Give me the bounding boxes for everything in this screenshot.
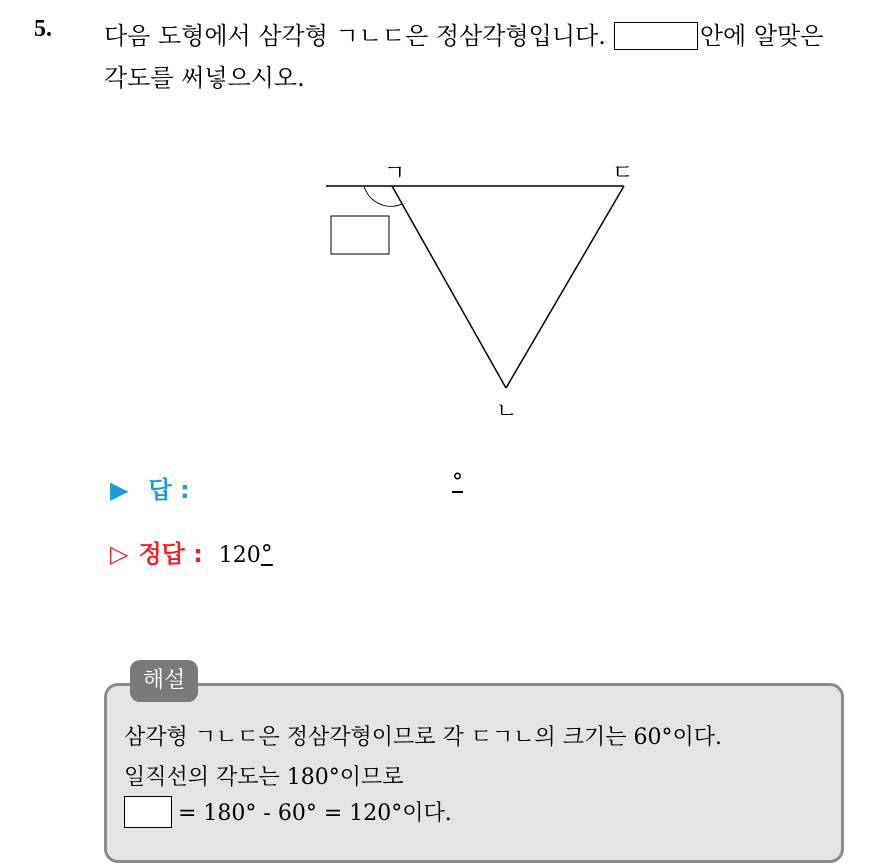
correct-arrow-icon: ▷ <box>110 540 129 568</box>
correct-value: 120 <box>218 543 261 568</box>
answer-degree-unit: ° <box>452 470 463 495</box>
triangle-side-cb <box>506 186 624 388</box>
explanation-line3 <box>124 796 452 828</box>
explanation-line2: 일직선의 각도는 180°이므로 <box>124 765 404 790</box>
angle-arc <box>364 186 402 206</box>
question-text-before-blank: 다음 도형에서 삼각형 ㄱㄴㄷ은 정삼각형입니다. <box>104 22 606 50</box>
question-number: 5. <box>34 16 52 42</box>
explanation-blank-box <box>124 796 172 828</box>
vertex-label-c: ㄷ <box>612 161 634 186</box>
answer-label: 답 : <box>148 476 190 504</box>
vertex-label-a: ㄱ <box>384 161 406 186</box>
vertex-label-b: ㄴ <box>496 399 518 424</box>
correct-degree-unit: ° <box>260 540 273 568</box>
figure-answer-box <box>331 216 389 254</box>
answer-arrow-icon: ▶ <box>110 476 129 504</box>
explanation-line1: 삼각형 ㄱㄴㄷ은 정삼각형이므로 각 ㄷㄱㄴ의 크기는 60°이다. <box>124 725 722 750</box>
question-text-line2: 각도를 써넣으시오. <box>104 64 305 92</box>
question-text-after-blank: 안에 알맞은 <box>699 22 824 50</box>
correct-answer-row <box>110 534 273 569</box>
triangle-side-ab <box>392 186 506 388</box>
correct-label: 정답 : <box>138 540 203 568</box>
explanation-equation: = 180° - 60° = 120°이다. <box>178 801 452 826</box>
explanation-tag: 해설 <box>130 660 198 702</box>
answer-row <box>110 470 190 505</box>
